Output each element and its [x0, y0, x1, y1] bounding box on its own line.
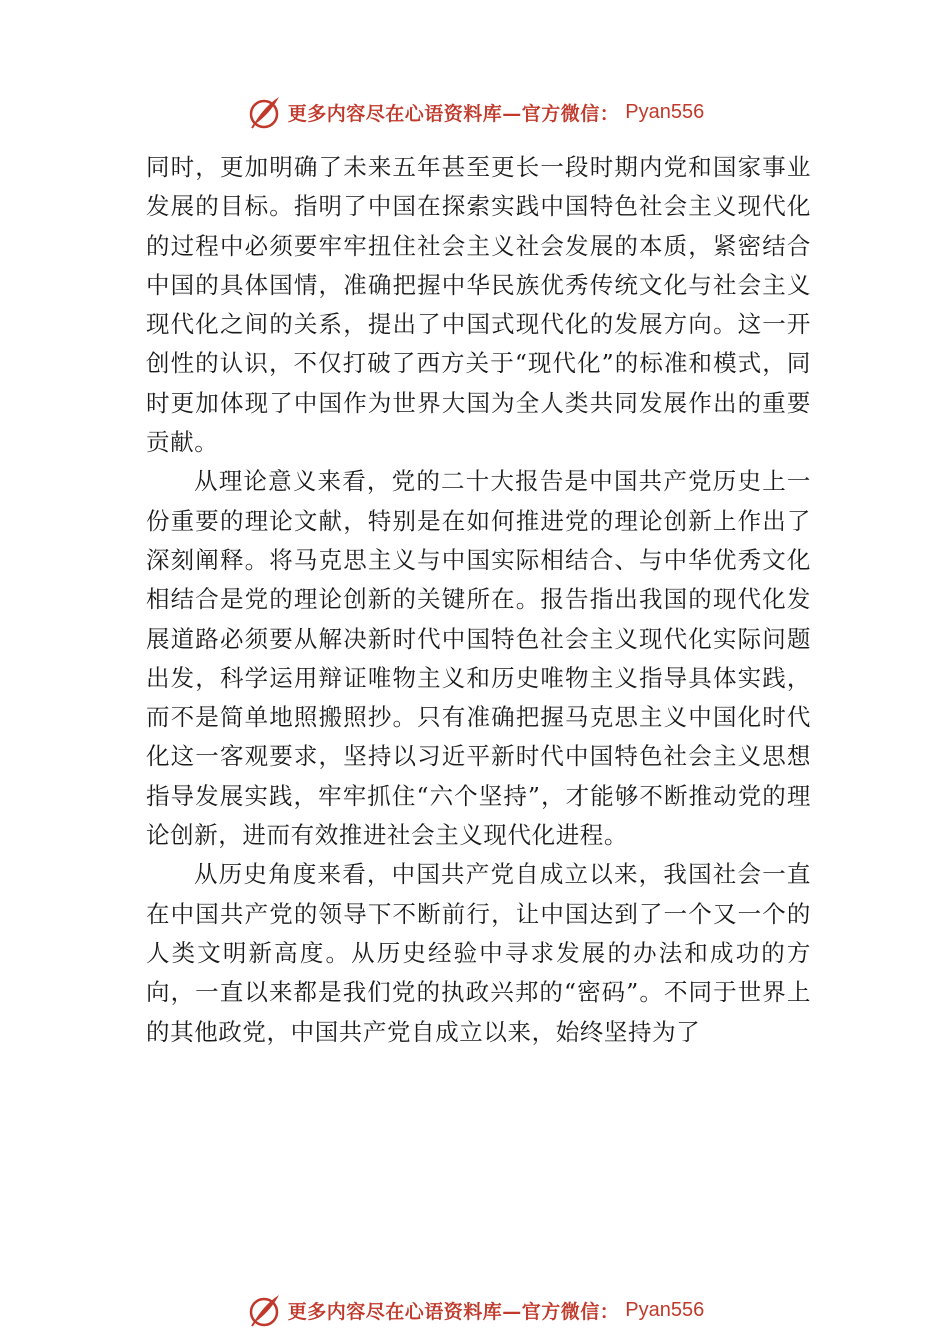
header-banner	[0, 92, 950, 132]
body-paragraph: 从历史角度来看，中国共产党自成立以来，我国社会一直在中国共产党的领导下不断前行，让中国达到了一个又一个的人类文明新高度。从历史经验中寻求发展的办法和成功的方向，一直以来都是我们党的执政兴邦的“密码”。不同于世界上的其他政党，中国共产党自成立以来，始终坚持为了	[146, 860, 811, 1046]
header-banner-handle: Pyan556	[625, 100, 705, 123]
footer-banner	[0, 1290, 950, 1330]
footer-banner-text: 更多内容尽在心语资料库—官方微信：	[287, 1300, 620, 1323]
quill-logo-icon	[246, 1292, 282, 1328]
quill-logo-icon	[246, 94, 282, 130]
footer-banner-handle: Pyan556	[625, 1298, 705, 1321]
document-body	[146, 148, 811, 1052]
header-banner-text: 更多内容尽在心语资料库—官方微信：	[287, 102, 620, 125]
body-paragraph: 从理论意义来看，党的二十大报告是中国共产党历史上一份重要的理论文献，特别是在如何推进党的理论创新上作出了深刻阐释。将马克思主义与中国实际相结合、与中华优秀文化相结合是党的理论创新的关键所在。报告指出我国的现代化发展道路必须要从解决新时代中国特色社会主义现代化实际问题出发，科学运用辩证唯物主义和历史唯物主义指导具体实践，而不是简单地照搬照抄。只有准确把握马克思主义中国化时代化这一客观要求，坚持以习近平新时代中国特色社会主义思想指导发展实践，牢牢抓住“六个坚持”，才能够不断推动党的理论创新，进而有效推进社会主义现代化进程。	[146, 467, 811, 850]
body-paragraph: 同时，更加明确了未来五年甚至更长一段时期内党和国家事业发展的目标。指明了中国在探索实践中国特色社会主义现代化的过程中必须要牢牢扭住社会主义社会发展的本质，紧密结合中国的具体国情，准确把握中华民族优秀传统文化与社会主义现代化之间的关系，提出了中国式现代化的发展方向。这一开创性的认识，不仅打破了西方关于“现代化”的标准和模式，同时更加体现了中国作为世界大国为全人类共同发展作出的重要贡献。	[146, 153, 811, 457]
